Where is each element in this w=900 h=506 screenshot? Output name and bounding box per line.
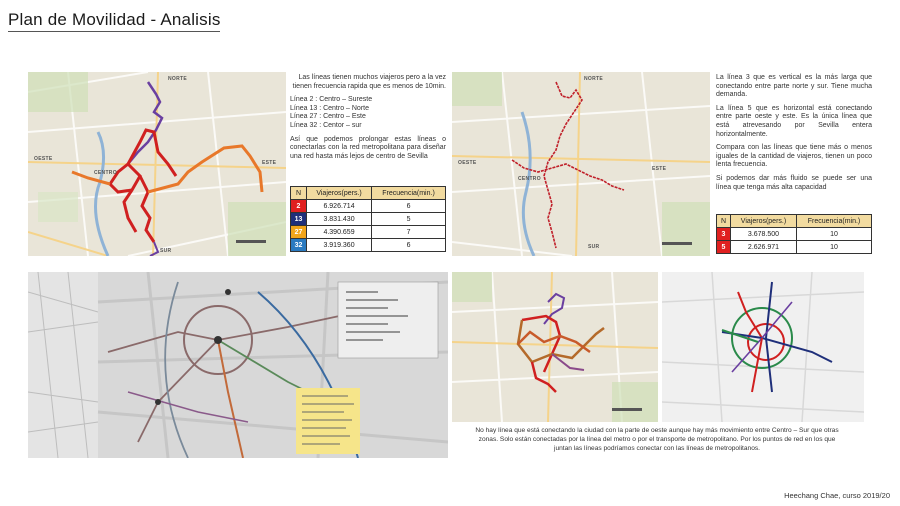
table-row xyxy=(291,239,446,252)
label-east: ESTE xyxy=(262,160,277,166)
panel1-intro: Las líneas tienen muchos viajeros pero a la vez tienen frecuencia rapida que es menos de 10min. xyxy=(292,74,446,90)
line-badge: 32 xyxy=(291,239,307,252)
line-badge: 5 xyxy=(717,241,731,254)
table-row xyxy=(717,241,872,254)
table-row xyxy=(291,213,446,226)
panel2-p1: La línea 3 que es vertical es la más larga que conectando entre parte norte y sur. Tiene mucha demanda. xyxy=(716,74,872,99)
frecuencia-cell: 10 xyxy=(797,241,872,254)
line-badge: 2 xyxy=(291,200,307,213)
label-north: NORTE xyxy=(584,76,603,82)
table-header-row xyxy=(717,215,872,228)
col-frecuencia: Frecuencia(min.) xyxy=(797,215,872,228)
col-n: N xyxy=(291,187,307,200)
label-north: NORTE xyxy=(168,76,187,82)
label-east: ESTE xyxy=(652,166,667,172)
map-hand-sketch xyxy=(28,272,448,458)
label-south: SUR xyxy=(160,248,172,254)
col-frecuencia: Frecuencia(min.) xyxy=(372,187,446,200)
route-line: Línea 2 : Centro – Sureste xyxy=(290,96,373,104)
viajeros-cell: 2.626.971 xyxy=(731,241,797,254)
map-bus-lines-frequent xyxy=(28,72,286,256)
map-network-detail xyxy=(452,272,658,422)
viajeros-cell: 6.926.714 xyxy=(307,200,372,213)
col-viajeros: Viajeros(pers.) xyxy=(307,187,372,200)
title-underline xyxy=(8,31,220,32)
table-row xyxy=(717,228,872,241)
line-badge: 13 xyxy=(291,213,307,226)
frecuencia-cell: 5 xyxy=(372,213,446,226)
label-center: CENTRO xyxy=(94,170,117,176)
panel1-notes xyxy=(290,74,446,166)
author-credit: Heechang Chae, curso 2019/20 xyxy=(784,491,890,500)
viajeros-cell: 3.831.430 xyxy=(307,213,372,226)
panel2-p4: Si podemos dar más fluido se puede ser una línea que tenga más alta capacidad xyxy=(716,174,872,191)
panel2-p3: Compara con las líneas que tiene más o menos iguales de la cantidad de viajeros, tienen un poco lenta frecuencia. xyxy=(716,144,872,169)
panel1-table xyxy=(290,186,446,252)
col-viajeros: Viajeros(pers.) xyxy=(731,215,797,228)
table-row xyxy=(291,200,446,213)
viajeros-cell: 4.390.659 xyxy=(307,226,372,239)
route-line: Línea 13 : Centro – Norte xyxy=(290,104,369,112)
viajeros-cell: 3.919.360 xyxy=(307,239,372,252)
label-south: SUR xyxy=(588,244,600,250)
table-row xyxy=(291,226,446,239)
frecuencia-cell: 10 xyxy=(797,228,872,241)
frecuencia-cell: 6 xyxy=(372,200,446,213)
panel4-caption: No hay línea que está conectando la ciudad con la parte de oeste aunque hay más movimiento entre Centro – Sur que otras zonas. Solo están conectadas por la línea del metro o por el transporte de metropolitano. Por los puntos de red en los que juntan las líneas podríamos conectar con las líneas de metropolitanos. xyxy=(475,427,839,452)
line-badge: 3 xyxy=(717,228,731,241)
label-center: CENTRO xyxy=(518,176,541,182)
map-network-schematic xyxy=(662,272,864,422)
panel1-routes xyxy=(290,96,446,130)
panel2-p2: La línea 5 que es horizontal está conectando entre parte oeste y este. Es la única línea que está atrevesando por Sevilla entera horizontalmente. xyxy=(716,104,872,138)
line-badge: 27 xyxy=(291,226,307,239)
panel2-table xyxy=(716,214,872,254)
col-n: N xyxy=(717,215,731,228)
viajeros-cell: 3.678.500 xyxy=(731,228,797,241)
frecuencia-cell: 6 xyxy=(372,239,446,252)
page-title: Plan de Movilidad - Analisis xyxy=(8,10,221,29)
table-header-row xyxy=(291,187,446,200)
panel1-proposal: Así que podemos prolongar estas líneas o conectarlas con la red metropolitana para diseñar una red hasta más lejos de centro de Sevilla xyxy=(290,135,446,160)
route-line: Línea 32 : Centor – sur xyxy=(290,121,362,129)
panel2-notes xyxy=(716,74,872,197)
route-line: Línea 27 : Centro – Este xyxy=(290,113,366,121)
map-lines-3-5 xyxy=(452,72,710,256)
label-west: OESTE xyxy=(34,156,53,162)
frecuencia-cell: 7 xyxy=(372,226,446,239)
label-west: OESTE xyxy=(458,160,477,166)
